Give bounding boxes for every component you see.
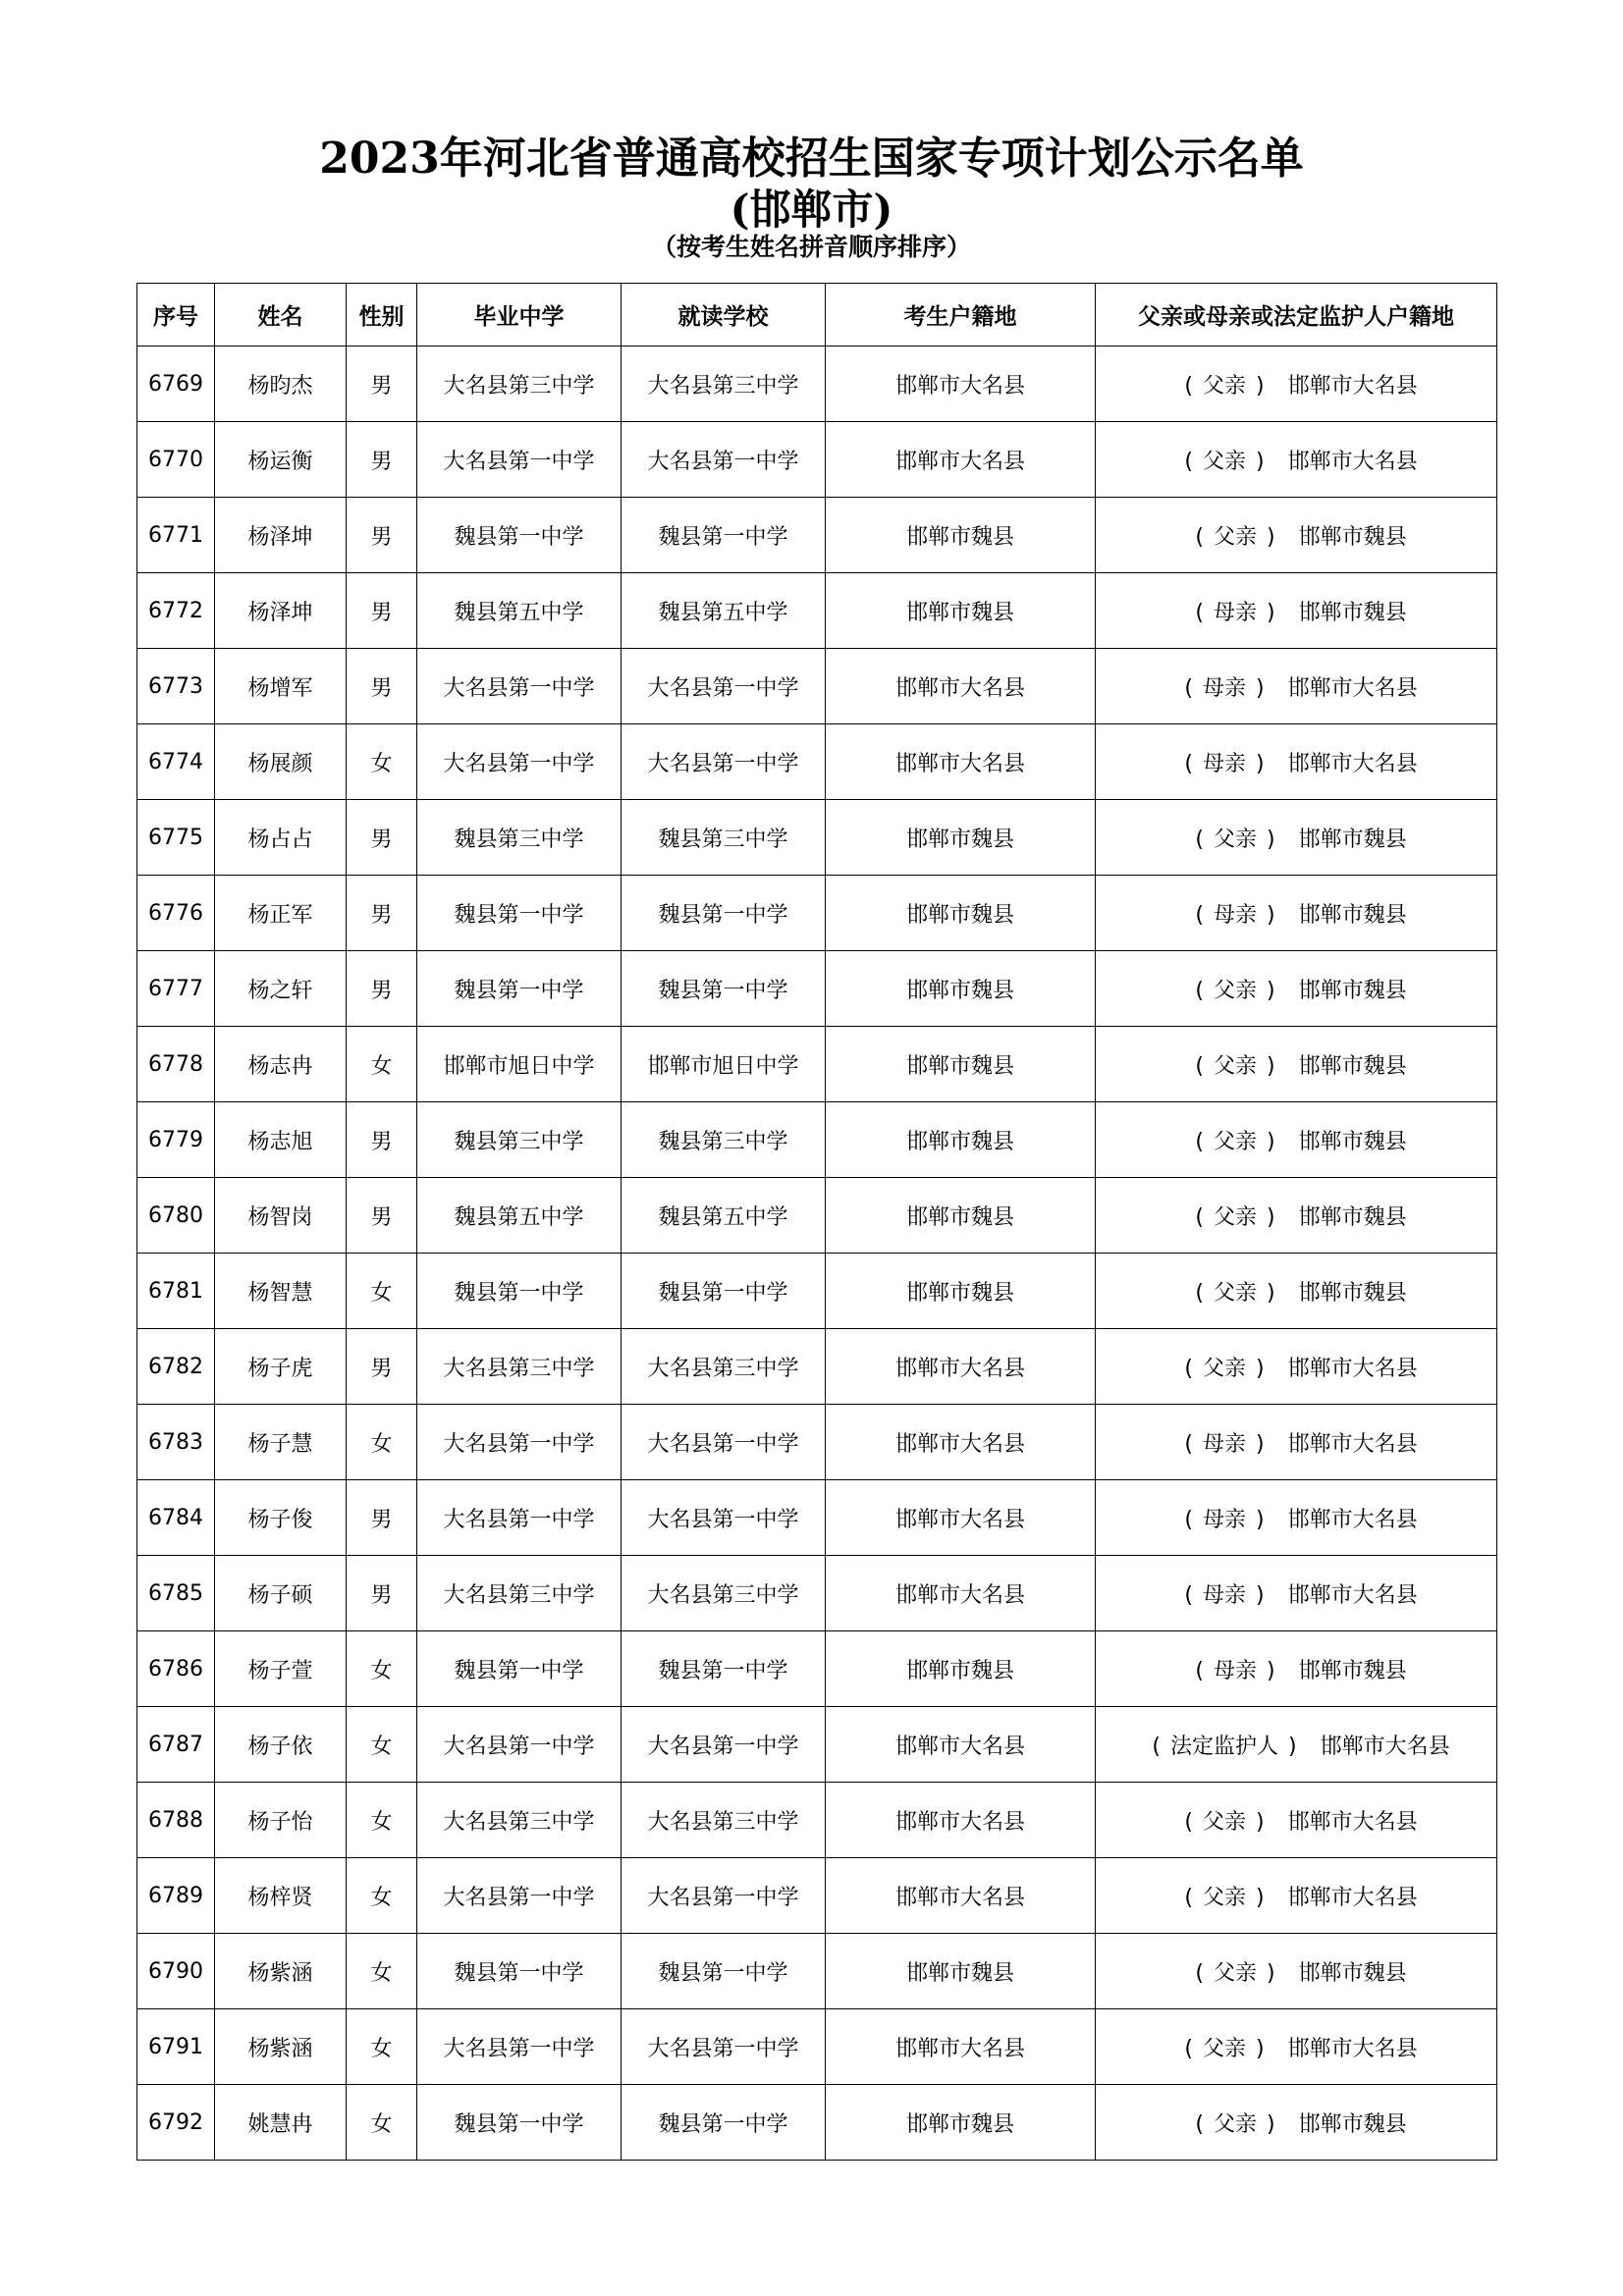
- cell-guardian-hukou: [1096, 1405, 1497, 1480]
- cell-name: 杨智慧: [215, 1254, 347, 1329]
- guardian-relation: ( 父亲 ): [1184, 1809, 1265, 1835]
- header-current-school: 就读学校: [622, 284, 826, 347]
- guardian-hukou-place: 邯郸市大名县: [1287, 751, 1418, 776]
- cell-name: 杨子依: [215, 1707, 347, 1783]
- student-roster-table: [136, 283, 1497, 2161]
- guardian-relation: ( 父亲 ): [1195, 2111, 1275, 2137]
- cell-current-school: 大名县第一中学: [622, 1405, 826, 1480]
- guardian-relation: ( 母亲 ): [1195, 902, 1275, 928]
- cell-grad-school: 大名县第一中学: [417, 724, 622, 800]
- cell-seq: 6786: [137, 1631, 215, 1707]
- table-body: [137, 347, 1497, 2161]
- guardian-relation: ( 父亲 ): [1184, 1885, 1265, 1910]
- cell-seq: 6779: [137, 1102, 215, 1178]
- cell-seq: 6791: [137, 2009, 215, 2085]
- cell-name: 杨泽坤: [215, 573, 347, 649]
- cell-gender: 女: [347, 1631, 417, 1707]
- cell-student-hukou: 邯郸市大名县: [826, 1480, 1096, 1556]
- page-title: 2023年河北省普通高校招生国家专项计划公示名单: [319, 133, 1304, 184]
- cell-name: 杨紫涵: [215, 2009, 347, 2085]
- cell-gender: 女: [347, 2009, 417, 2085]
- cell-seq: 6790: [137, 1934, 215, 2009]
- cell-seq: 6771: [137, 498, 215, 573]
- guardian-hukou-place: 邯郸市魏县: [1298, 827, 1407, 852]
- cell-guardian-hukou: [1096, 498, 1497, 573]
- cell-current-school: 大名县第三中学: [622, 1783, 826, 1858]
- guardian-hukou-place: 邯郸市魏县: [1298, 524, 1407, 550]
- cell-gender: 男: [347, 800, 417, 876]
- guardian-relation: ( 父亲 ): [1184, 2036, 1265, 2061]
- cell-guardian-hukou: [1096, 1783, 1497, 1858]
- header-seq: 序号: [137, 284, 215, 347]
- cell-guardian-hukou: [1096, 800, 1497, 876]
- cell-seq: 6773: [137, 649, 215, 724]
- cell-seq: 6774: [137, 724, 215, 800]
- table-row: [137, 876, 1497, 951]
- cell-gender: 男: [347, 1178, 417, 1254]
- cell-grad-school: 魏县第一中学: [417, 1631, 622, 1707]
- cell-student-hukou: 邯郸市大名县: [826, 1783, 1096, 1858]
- guardian-hukou-place: 邯郸市大名县: [1287, 1885, 1418, 1910]
- cell-name: 杨正军: [215, 876, 347, 951]
- cell-seq: 6792: [137, 2085, 215, 2161]
- cell-student-hukou: 邯郸市大名县: [826, 1556, 1096, 1631]
- cell-guardian-hukou: [1096, 1329, 1497, 1405]
- cell-guardian-hukou: [1096, 724, 1497, 800]
- cell-grad-school: 大名县第一中学: [417, 1405, 622, 1480]
- guardian-hukou-place: 邯郸市魏县: [1298, 1129, 1407, 1154]
- guardian-hukou-place: 邯郸市魏县: [1298, 978, 1407, 1003]
- guardian-relation: ( 母亲 ): [1195, 600, 1275, 625]
- cell-guardian-hukou: [1096, 2085, 1497, 2161]
- cell-name: 杨紫涵: [215, 1934, 347, 2009]
- cell-guardian-hukou: [1096, 1934, 1497, 2009]
- cell-gender: 女: [347, 1934, 417, 2009]
- header-student-hukou: 考生户籍地: [826, 284, 1096, 347]
- cell-guardian-hukou: [1096, 1254, 1497, 1329]
- table-row: [137, 1027, 1497, 1102]
- cell-seq: 6785: [137, 1556, 215, 1631]
- cell-current-school: 大名县第三中学: [622, 1329, 826, 1405]
- table-row: [137, 1783, 1497, 1858]
- cell-seq: 6776: [137, 876, 215, 951]
- cell-grad-school: 大名县第一中学: [417, 2009, 622, 2085]
- cell-grad-school: 大名县第三中学: [417, 347, 622, 422]
- cell-gender: 男: [347, 498, 417, 573]
- cell-seq: 6775: [137, 800, 215, 876]
- sort-note: （按考生姓名拼音顺序排序）: [651, 233, 971, 261]
- cell-grad-school: 魏县第一中学: [417, 876, 622, 951]
- guardian-relation: ( 父亲 ): [1195, 1053, 1275, 1079]
- cell-gender: 男: [347, 876, 417, 951]
- cell-guardian-hukou: [1096, 2009, 1497, 2085]
- guardian-hukou-place: 邯郸市魏县: [1298, 902, 1407, 928]
- guardian-hukou-place: 邯郸市大名县: [1287, 1356, 1418, 1381]
- guardian-relation: ( 父亲 ): [1184, 373, 1265, 399]
- cell-guardian-hukou: [1096, 1631, 1497, 1707]
- cell-name: 杨昀杰: [215, 347, 347, 422]
- cell-current-school: 大名县第一中学: [622, 649, 826, 724]
- cell-guardian-hukou: [1096, 1858, 1497, 1934]
- guardian-relation: ( 母亲 ): [1184, 1582, 1265, 1608]
- cell-student-hukou: 邯郸市魏县: [826, 800, 1096, 876]
- cell-guardian-hukou: [1096, 951, 1497, 1027]
- guardian-hukou-place: 邯郸市魏县: [1298, 1960, 1407, 1986]
- cell-gender: 男: [347, 1556, 417, 1631]
- table-row: [137, 1329, 1497, 1405]
- cell-guardian-hukou: [1096, 1027, 1497, 1102]
- cell-guardian-hukou: [1096, 573, 1497, 649]
- cell-gender: 女: [347, 1027, 417, 1102]
- cell-grad-school: 大名县第三中学: [417, 1556, 622, 1631]
- cell-grad-school: 魏县第一中学: [417, 951, 622, 1027]
- cell-name: 杨子萱: [215, 1631, 347, 1707]
- cell-gender: 女: [347, 2085, 417, 2161]
- guardian-relation: ( 父亲 ): [1195, 827, 1275, 852]
- guardian-hukou-place: 邯郸市大名县: [1287, 1582, 1418, 1608]
- cell-seq: 6789: [137, 1858, 215, 1934]
- cell-current-school: 魏县第五中学: [622, 573, 826, 649]
- cell-gender: 男: [347, 1102, 417, 1178]
- table-row: [137, 1254, 1497, 1329]
- cell-name: 杨展颜: [215, 724, 347, 800]
- cell-guardian-hukou: [1096, 1707, 1497, 1783]
- guardian-relation: ( 父亲 ): [1195, 1960, 1275, 1986]
- table-row: [137, 951, 1497, 1027]
- table-row: [137, 573, 1497, 649]
- cell-name: 杨子虎: [215, 1329, 347, 1405]
- cell-student-hukou: 邯郸市魏县: [826, 1178, 1096, 1254]
- guardian-relation: ( 母亲 ): [1184, 1431, 1265, 1457]
- table-row: [137, 498, 1497, 573]
- cell-current-school: 魏县第三中学: [622, 1102, 826, 1178]
- cell-name: 杨子慧: [215, 1405, 347, 1480]
- guardian-relation: ( 母亲 ): [1195, 1658, 1275, 1683]
- table-row: [137, 1934, 1497, 2009]
- cell-seq: 6772: [137, 573, 215, 649]
- cell-guardian-hukou: [1096, 422, 1497, 498]
- guardian-hukou-place: 邯郸市大名县: [1320, 1734, 1450, 1759]
- guardian-hukou-place: 邯郸市大名县: [1287, 675, 1418, 701]
- table-row: [137, 1178, 1497, 1254]
- cell-grad-school: 魏县第一中学: [417, 1254, 622, 1329]
- cell-grad-school: 大名县第一中学: [417, 649, 622, 724]
- cell-gender: 女: [347, 1254, 417, 1329]
- guardian-relation: ( 父亲 ): [1195, 524, 1275, 550]
- guardian-hukou-place: 邯郸市魏县: [1298, 1280, 1407, 1306]
- cell-gender: 男: [347, 422, 417, 498]
- guardian-hukou-place: 邯郸市魏县: [1298, 1053, 1407, 1079]
- cell-current-school: 大名县第三中学: [622, 347, 826, 422]
- guardian-relation: ( 母亲 ): [1184, 675, 1265, 701]
- cell-name: 杨子怡: [215, 1783, 347, 1858]
- cell-current-school: 魏县第五中学: [622, 1178, 826, 1254]
- guardian-relation: ( 母亲 ): [1184, 751, 1265, 776]
- cell-grad-school: 大名县第一中学: [417, 1707, 622, 1783]
- table-row: [137, 1858, 1497, 1934]
- cell-grad-school: 大名县第三中学: [417, 1329, 622, 1405]
- guardian-relation: ( 父亲 ): [1195, 1129, 1275, 1154]
- cell-current-school: 魏县第一中学: [622, 876, 826, 951]
- cell-gender: 女: [347, 1858, 417, 1934]
- cell-guardian-hukou: [1096, 649, 1497, 724]
- cell-grad-school: 大名县第三中学: [417, 1783, 622, 1858]
- table-row: [137, 724, 1497, 800]
- header-guardian-hukou: 父亲或母亲或法定监护人户籍地: [1096, 284, 1497, 347]
- cell-grad-school: 魏县第五中学: [417, 573, 622, 649]
- cell-student-hukou: 邯郸市魏县: [826, 2085, 1096, 2161]
- cell-student-hukou: 邯郸市大名县: [826, 1858, 1096, 1934]
- guardian-hukou-place: 邯郸市大名县: [1287, 1431, 1418, 1457]
- cell-student-hukou: 邯郸市大名县: [826, 1707, 1096, 1783]
- header-gender: 性别: [347, 284, 417, 347]
- cell-name: 杨占占: [215, 800, 347, 876]
- cell-name: 杨子硕: [215, 1556, 347, 1631]
- cell-student-hukou: 邯郸市大名县: [826, 347, 1096, 422]
- cell-current-school: 邯郸市旭日中学: [622, 1027, 826, 1102]
- cell-student-hukou: 邯郸市大名县: [826, 2009, 1096, 2085]
- cell-gender: 女: [347, 1783, 417, 1858]
- cell-student-hukou: 邯郸市大名县: [826, 1405, 1096, 1480]
- table-row: [137, 2009, 1497, 2085]
- cell-seq: 6781: [137, 1254, 215, 1329]
- cell-name: 杨志冉: [215, 1027, 347, 1102]
- cell-guardian-hukou: [1096, 1480, 1497, 1556]
- table-row: [137, 422, 1497, 498]
- cell-seq: 6782: [137, 1329, 215, 1405]
- cell-gender: 男: [347, 1329, 417, 1405]
- guardian-hukou-place: 邯郸市魏县: [1298, 1204, 1407, 1230]
- guardian-relation: ( 母亲 ): [1184, 1507, 1265, 1532]
- cell-grad-school: 魏县第三中学: [417, 800, 622, 876]
- cell-guardian-hukou: [1096, 1178, 1497, 1254]
- cell-current-school: 大名县第一中学: [622, 1480, 826, 1556]
- cell-name: 杨梓贤: [215, 1858, 347, 1934]
- cell-current-school: 魏县第一中学: [622, 951, 826, 1027]
- cell-student-hukou: 邯郸市大名县: [826, 724, 1096, 800]
- cell-seq: 6769: [137, 347, 215, 422]
- cell-gender: 男: [347, 347, 417, 422]
- cell-current-school: 魏县第一中学: [622, 1631, 826, 1707]
- table-row: [137, 1480, 1497, 1556]
- cell-name: 杨志旭: [215, 1102, 347, 1178]
- cell-current-school: 大名县第一中学: [622, 1707, 826, 1783]
- cell-student-hukou: 邯郸市魏县: [826, 1254, 1096, 1329]
- guardian-hukou-place: 邯郸市大名县: [1287, 1507, 1418, 1532]
- table-row: [137, 1707, 1497, 1783]
- cell-name: 杨增军: [215, 649, 347, 724]
- cell-current-school: 大名县第一中学: [622, 2009, 826, 2085]
- guardian-hukou-place: 邯郸市魏县: [1298, 2111, 1407, 2137]
- cell-guardian-hukou: [1096, 1556, 1497, 1631]
- table-row: [137, 2085, 1497, 2161]
- cell-gender: 女: [347, 724, 417, 800]
- cell-seq: 6784: [137, 1480, 215, 1556]
- cell-gender: 男: [347, 951, 417, 1027]
- cell-current-school: 大名县第一中学: [622, 422, 826, 498]
- cell-student-hukou: 邯郸市魏县: [826, 573, 1096, 649]
- cell-name: 姚慧冉: [215, 2085, 347, 2161]
- cell-guardian-hukou: [1096, 876, 1497, 951]
- cell-current-school: 魏县第一中学: [622, 498, 826, 573]
- cell-grad-school: 魏县第一中学: [417, 1934, 622, 2009]
- cell-seq: 6787: [137, 1707, 215, 1783]
- cell-gender: 女: [347, 1707, 417, 1783]
- cell-current-school: 魏县第一中学: [622, 2085, 826, 2161]
- cell-gender: 男: [347, 573, 417, 649]
- guardian-hukou-place: 邯郸市大名县: [1287, 1809, 1418, 1835]
- cell-grad-school: 魏县第五中学: [417, 1178, 622, 1254]
- cell-guardian-hukou: [1096, 1102, 1497, 1178]
- guardian-relation: ( 父亲 ): [1195, 1204, 1275, 1230]
- guardian-hukou-place: 邯郸市大名县: [1287, 449, 1418, 474]
- guardian-hukou-place: 邯郸市大名县: [1287, 2036, 1418, 2061]
- table-header-row: [137, 284, 1497, 347]
- cell-grad-school: 邯郸市旭日中学: [417, 1027, 622, 1102]
- table-row: [137, 1631, 1497, 1707]
- guardian-relation: ( 父亲 ): [1184, 1356, 1265, 1381]
- guardian-relation: ( 父亲 ): [1195, 978, 1275, 1003]
- guardian-hukou-place: 邯郸市大名县: [1287, 373, 1418, 399]
- cell-gender: 女: [347, 1405, 417, 1480]
- table-row: [137, 1556, 1497, 1631]
- cell-student-hukou: 邯郸市魏县: [826, 1631, 1096, 1707]
- cell-current-school: 魏县第一中学: [622, 1934, 826, 2009]
- cell-gender: 男: [347, 1480, 417, 1556]
- table-row: [137, 347, 1497, 422]
- cell-seq: 6783: [137, 1405, 215, 1480]
- cell-seq: 6778: [137, 1027, 215, 1102]
- cell-student-hukou: 邯郸市魏县: [826, 876, 1096, 951]
- cell-student-hukou: 邯郸市魏县: [826, 951, 1096, 1027]
- cell-student-hukou: 邯郸市大名县: [826, 422, 1096, 498]
- cell-guardian-hukou: [1096, 347, 1497, 422]
- cell-grad-school: 大名县第一中学: [417, 1480, 622, 1556]
- table-row: [137, 1405, 1497, 1480]
- cell-grad-school: 魏县第三中学: [417, 1102, 622, 1178]
- cell-grad-school: 魏县第一中学: [417, 2085, 622, 2161]
- cell-current-school: 魏县第三中学: [622, 800, 826, 876]
- cell-name: 杨之轩: [215, 951, 347, 1027]
- cell-grad-school: 大名县第一中学: [417, 1858, 622, 1934]
- cell-grad-school: 魏县第一中学: [417, 498, 622, 573]
- cell-student-hukou: 邯郸市魏县: [826, 1027, 1096, 1102]
- header-name: 姓名: [215, 284, 347, 347]
- table-row: [137, 1102, 1497, 1178]
- table-row: [137, 649, 1497, 724]
- cell-student-hukou: 邯郸市魏县: [826, 498, 1096, 573]
- guardian-hukou-place: 邯郸市魏县: [1298, 600, 1407, 625]
- cell-grad-school: 大名县第一中学: [417, 422, 622, 498]
- cell-student-hukou: 邯郸市魏县: [826, 1102, 1096, 1178]
- cell-student-hukou: 邯郸市魏县: [826, 1934, 1096, 2009]
- guardian-relation: ( 法定监护人 ): [1152, 1734, 1297, 1759]
- cell-seq: 6780: [137, 1178, 215, 1254]
- cell-current-school: 大名县第三中学: [622, 1556, 826, 1631]
- header-grad-school: 毕业中学: [417, 284, 622, 347]
- cell-student-hukou: 邯郸市大名县: [826, 1329, 1096, 1405]
- cell-name: 杨子俊: [215, 1480, 347, 1556]
- cell-name: 杨运衡: [215, 422, 347, 498]
- guardian-relation: ( 父亲 ): [1195, 1280, 1275, 1306]
- cell-seq: 6770: [137, 422, 215, 498]
- cell-seq: 6788: [137, 1783, 215, 1858]
- cell-current-school: 大名县第一中学: [622, 724, 826, 800]
- cell-name: 杨泽坤: [215, 498, 347, 573]
- cell-name: 杨智岗: [215, 1178, 347, 1254]
- cell-gender: 男: [347, 649, 417, 724]
- page-subtitle-city: (邯郸市): [730, 186, 893, 234]
- guardian-relation: ( 父亲 ): [1184, 449, 1265, 474]
- cell-seq: 6777: [137, 951, 215, 1027]
- table-row: [137, 800, 1497, 876]
- guardian-hukou-place: 邯郸市魏县: [1298, 1658, 1407, 1683]
- cell-current-school: 魏县第一中学: [622, 1254, 826, 1329]
- cell-student-hukou: 邯郸市大名县: [826, 649, 1096, 724]
- cell-current-school: 大名县第一中学: [622, 1858, 826, 1934]
